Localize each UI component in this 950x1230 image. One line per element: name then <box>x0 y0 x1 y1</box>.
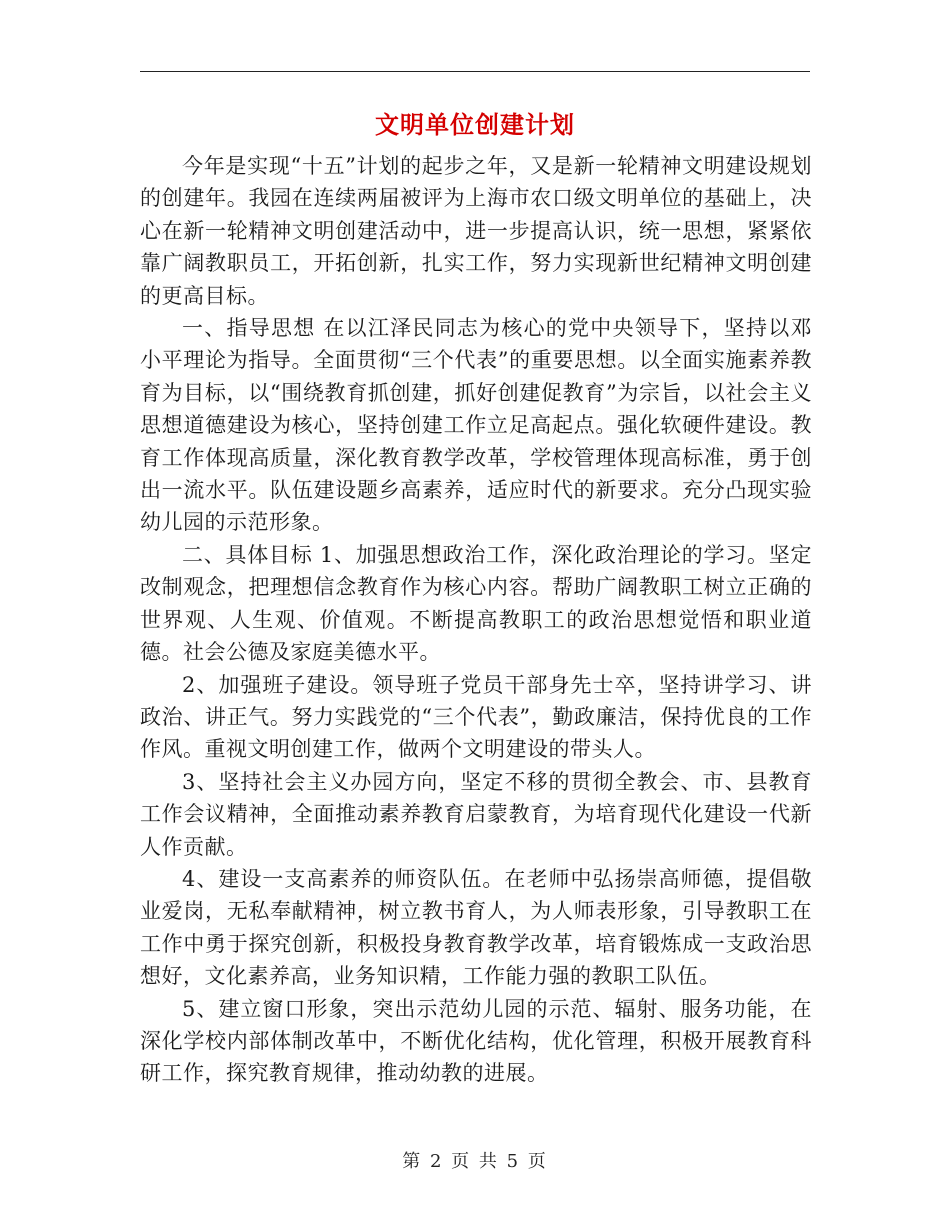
paragraph-goal-2: 2、加强班子建设。领导班子党员干部身先士卒，坚持讲学习、讲政治、讲正气。努力实践党的“三个代表”，勤政廉洁，保持优良的工作作风。重视文明创建工作，做两个文明建设的带头人。 <box>140 672 812 762</box>
paragraph-goal-5: 5、建立窗口形象，突出示范幼儿园的示范、辐射、服务功能，在深化学校内部体制改革中，不断优化结构，优化管理，积极开展教育科研工作，探究教育规律，推动幼教的进展。 <box>140 996 812 1086</box>
paragraph-specific-goals: 二、具体目标 1、加强思想政治工作，深化政治理论的学习。坚定改制观念，把理想信念教育作为核心内容。帮助广阔教职工树立正确的世界观、人生观、价值观。不断提高教职工的政治思想觉悟和职业道德。社会公德及家庭美德水平。 <box>140 542 812 665</box>
paragraph-guiding-ideology: 一、指导思想 在以江泽民同志为核心的党中央领导下，坚持以邓小平理论为指导。全面贯彻“三个代表”的重要思想。以全面实施素养教育为目标，以“围绕教育抓创建，抓好创建促教育”为宗旨，以社会主义思想道德建设为核心，坚持创建工作立足高起点。强化软硬件建设。教育工作体现高质量，深化教育教学改革，学校管理体现高标准，勇于创出一流水平。队伍建设题乡高素养，适应时代的新要求。充分凸现实验幼儿园的示范形象。 <box>140 316 812 535</box>
document-body <box>140 150 812 1090</box>
paragraph-goal-3: 3、坚持社会主义办园方向，坚定不移的贯彻全教会、市、县教育工作会议精神，全面推动素养教育启蒙教育，为培育现代化建设一代新人作贡献。 <box>140 769 812 859</box>
paragraph-intro: 今年是实现“十五”计划的起步之年，又是新一轮精神文明建设规划的创建年。我园在连续两届被评为上海市农口级文明单位的基础上，决心在新一轮精神文明创建活动中，进一步提高认识，统一思想，紧紧依靠广阔教职员工，开拓创新，扎实工作，努力实现新世纪精神文明创建的更高目标。 <box>140 154 812 308</box>
document-title: 文明单位创建计划 <box>375 110 575 139</box>
page-number-footer: 第 2 页 共 5 页 <box>402 1151 548 1172</box>
paragraph-goal-4: 4、建设一支高素养的师资队伍。在老师中弘扬崇高师德，提倡敬业爱岗，无私奉献精神，树立教书育人，为人师表形象，引导教职工在工作中勇于探究创新，积极投身教育教学改革，培育锻炼成一支政治思想好，文化素养高，业务知识精，工作能力强的教职工队伍。 <box>140 866 812 989</box>
header-rule <box>140 71 810 72</box>
